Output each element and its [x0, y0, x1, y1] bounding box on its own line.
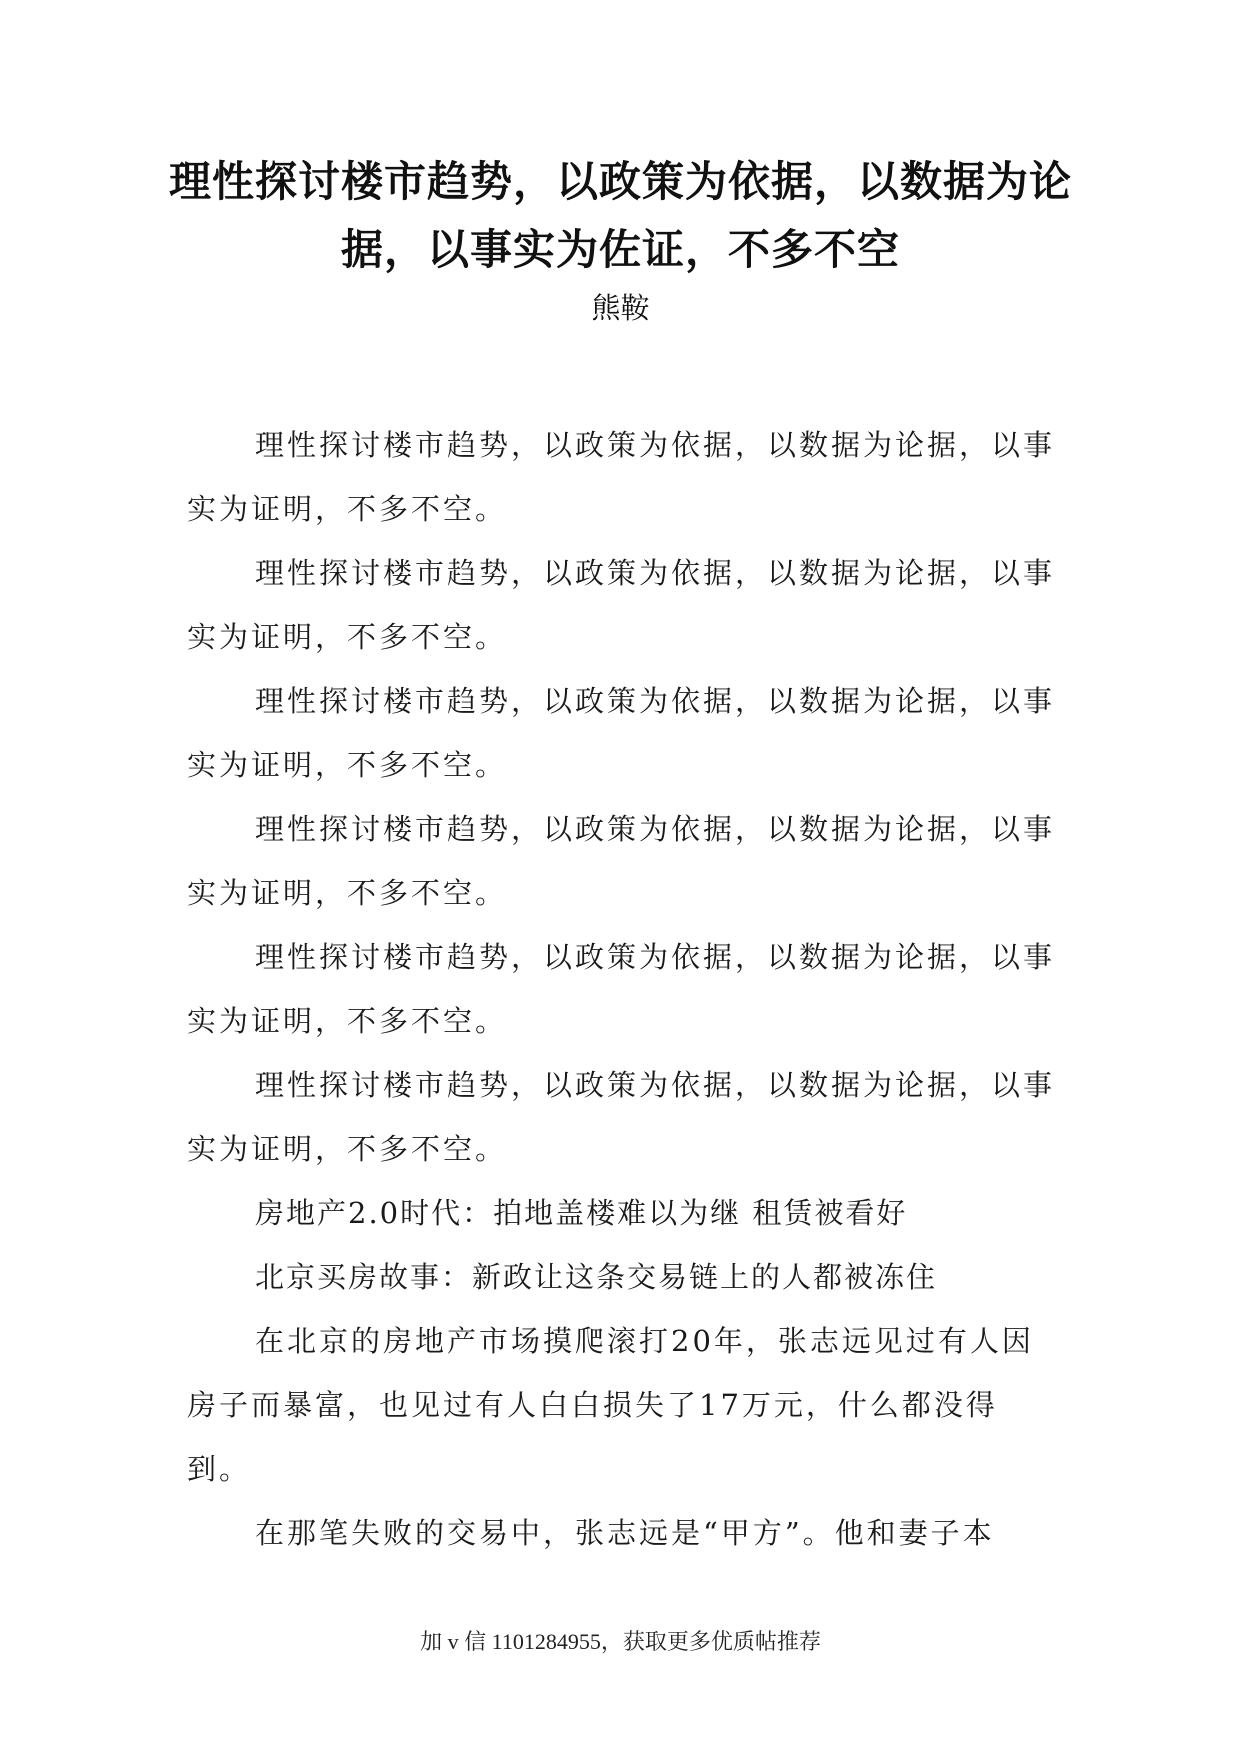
- paragraph: 在那笔失败的交易中，张志远是“甲方”。他和妻子本: [255, 1516, 995, 1550]
- footer-promo: 加 v 信 1101284955，获取更多优质帖推荐: [420, 1629, 821, 1654]
- news-headline: 北京买房故事：新政让这条交易链上的人都被冻住: [255, 1260, 938, 1294]
- paragraph: 理性探讨楼市趋势，以政策为依据，以数据为论据，以事实为证明，不多不空。: [187, 812, 1056, 910]
- paragraph: 理性探讨楼市趋势，以政策为依据，以数据为论据，以事实为证明，不多不空。: [187, 1068, 1056, 1166]
- paragraph: 理性探讨楼市趋势，以政策为依据，以数据为论据，以事实为证明，不多不空。: [187, 428, 1056, 526]
- paragraph: 理性探讨楼市趋势，以政策为依据，以数据为论据，以事实为证明，不多不空。: [187, 556, 1056, 654]
- paragraph: 理性探讨楼市趋势，以政策为依据，以数据为论据，以事实为证明，不多不空。: [187, 684, 1056, 782]
- author-name: 熊鞍: [591, 291, 650, 325]
- paragraph: 理性探讨楼市趋势，以政策为依据，以数据为论据，以事实为证明，不多不空。: [187, 940, 1056, 1038]
- paragraph: 在北京的房地产市场摸爬滚打20年，张志远见过有人因房子而暴富，也见过有人白白损失了17万元，什么都没得到。: [187, 1324, 1034, 1486]
- news-headline: 房地产2.0时代：拍地盖楼难以为继 租赁被看好: [255, 1196, 908, 1230]
- body-text: [187, 413, 1057, 1565]
- page-title: 理性探讨楼市趋势，以政策为依据，以数据为论据，以事实为佐证，不多不空: [168, 157, 1072, 274]
